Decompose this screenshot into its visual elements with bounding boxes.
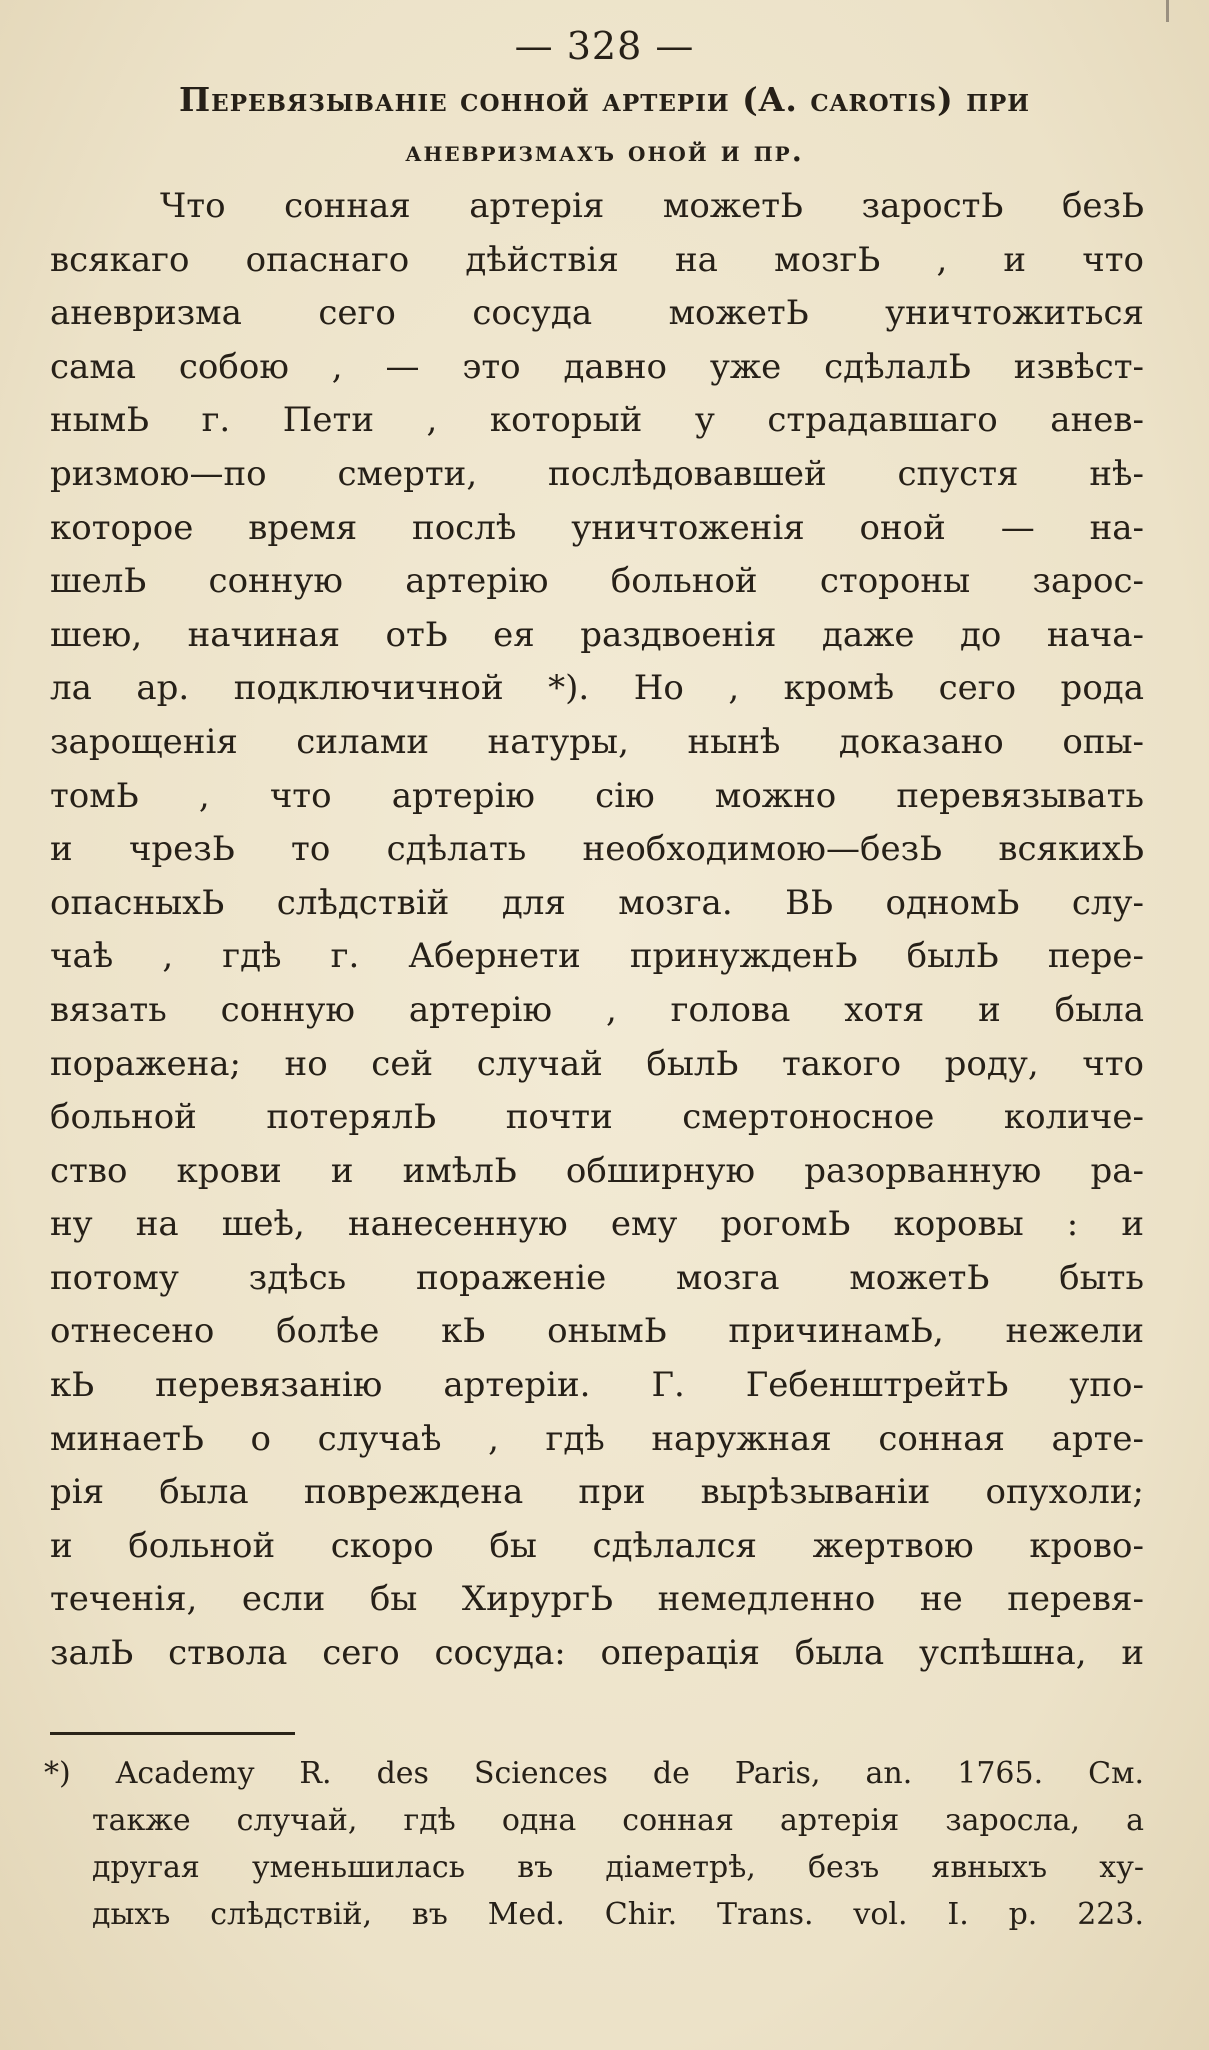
body-line: шелЬ сонную артерію больной стороны зарос- xyxy=(50,561,1144,602)
body-line: рія была повреждена при вырѣзываніи опухоли; xyxy=(50,1472,1144,1513)
body-text xyxy=(50,180,1144,1681)
footnote xyxy=(44,1750,1144,1938)
body-line: больной потерялЬ почти смертоносное количе- xyxy=(50,1097,1144,1138)
body-line: ла ар. подключичной *). Но , кромѣ сего рода xyxy=(50,668,1144,709)
body-line: аневризма сего сосуда можетЬ уничтожиться xyxy=(50,293,1144,334)
body-line: поражена; но сей случай былЬ такого роду, что xyxy=(50,1043,1144,1084)
body-line: ство крови и имѣлЬ обширную разорванную ра- xyxy=(50,1150,1144,1191)
body-line: потому здѣсь пораженіе мозга можетЬ быть xyxy=(50,1257,1144,1298)
body-line: теченія, если бы ХирургЬ немедленно не перевя- xyxy=(50,1579,1144,1620)
footnote-line: также случай, гдѣ одна сонная артерія заросла, а xyxy=(92,1803,1144,1838)
margin-mark xyxy=(1166,0,1169,22)
body-line: вязать сонную артерію , голова хотя и была xyxy=(50,989,1144,1030)
body-line: ризмою—по смерти, послѣдовавшей спустя нѣ- xyxy=(50,453,1144,494)
footnote-line: *) Academy R. des Sciences de Paris, an. 1765. См. xyxy=(44,1756,1144,1791)
body-line: отнесено болѣе кЬ онымЬ причинамЬ, нежели xyxy=(50,1311,1144,1352)
body-line: и больной скоро бы сдѣлался жертвою крово- xyxy=(50,1525,1144,1566)
body-line: которое время послѣ уничтоженія оной — на- xyxy=(50,507,1144,548)
section-heading-line-1: Перевязываніе сонной артеріи (A. carotis) при xyxy=(179,80,1030,119)
body-line: и чрезЬ то сдѣлать необходимою—безЬ всякихЬ xyxy=(50,829,1144,870)
section-heading-line-2: аневризмахъ оной и пр. xyxy=(405,134,804,168)
footnote-rule xyxy=(50,1732,295,1735)
body-line: зарощенія силами натуры, нынѣ доказано опы- xyxy=(50,721,1144,762)
body-line: ну на шеѣ, нанесенную ему рогомЬ коровы : и xyxy=(50,1204,1144,1245)
body-line: чаѣ , гдѣ г. Абернети принужденЬ былЬ пере- xyxy=(50,936,1144,977)
body-line: опасныхЬ слѣдствій для мозга. ВЬ одномЬ слу- xyxy=(50,882,1144,923)
body-line: Что сонная артерія можетЬ заростЬ безЬ xyxy=(160,186,1144,226)
footnote-line: дыхъ слѣдствій, въ Med. Chir. Trans. vol. I. p. 223. xyxy=(92,1897,1144,1932)
body-line: шею, начиная отЬ ея раздвоенія даже до нача- xyxy=(50,614,1144,655)
page-number: — 328 — xyxy=(514,24,695,68)
body-line: томЬ , что артерію сію можно перевязывать xyxy=(50,775,1144,816)
footnote-line: другая уменьшилась въ діаметрѣ, безъ явныхъ ху- xyxy=(92,1850,1144,1885)
body-line: залЬ ствола сего сосуда: операція была успѣшна, и xyxy=(50,1633,1144,1674)
body-line: кЬ перевязанію артеріи. Г. ГебенштрейтЬ упо- xyxy=(50,1365,1144,1406)
body-line: сама собою , — это давно уже сдѣлалЬ извѣст- xyxy=(50,346,1144,387)
body-line: всякаго опаснаго дѣйствія на мозгЬ , и что xyxy=(50,239,1144,280)
body-line: минаетЬ о случаѣ , гдѣ наружная сонная арте- xyxy=(50,1418,1144,1459)
body-line: нымЬ г. Пети , который у страдавшаго анев- xyxy=(50,400,1144,441)
